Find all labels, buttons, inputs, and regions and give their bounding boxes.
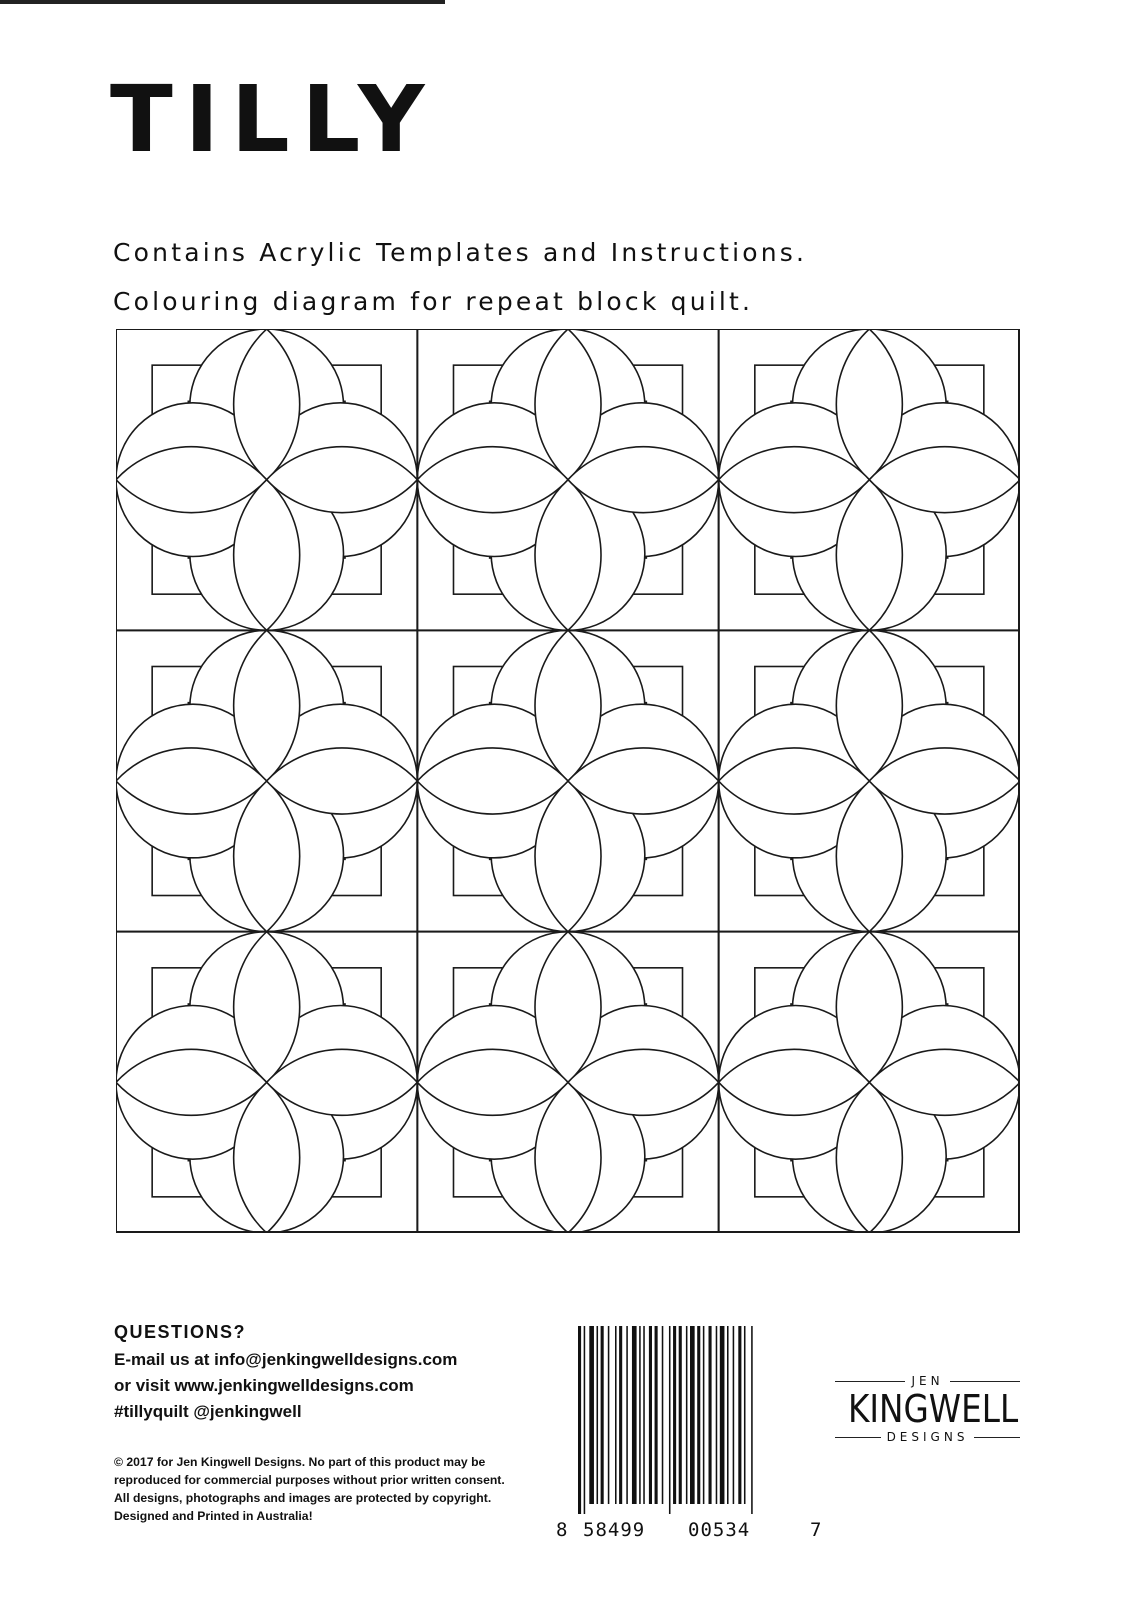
barcode-bar [632, 1326, 637, 1504]
barcode-bar [727, 1326, 729, 1504]
barcode-bar [703, 1326, 705, 1504]
email-line[interactable]: E-mail us at info@jenkingwelldesigns.com [114, 1350, 458, 1369]
quilt-block [116, 329, 417, 630]
jen-kingwell-logo [835, 1374, 1020, 1444]
barcode-bar [643, 1326, 645, 1504]
barcode-bar [709, 1326, 712, 1504]
barcode-bar [597, 1326, 599, 1504]
subtitle-contents: Contains Acrylic Templates and Instructions. [113, 238, 808, 267]
barcode-bar [655, 1326, 658, 1504]
quilt-block [719, 630, 1020, 931]
logo-bottom-text: DESIGNS [886, 1430, 969, 1444]
barcode-bar [584, 1326, 586, 1514]
copyright-notice [114, 1453, 534, 1525]
top-edge-line [0, 0, 445, 4]
barcode-bar [733, 1326, 735, 1504]
legal-line: Designed and Printed in Australia! [114, 1509, 313, 1523]
barcode-bar [690, 1326, 695, 1504]
social-line: #tillyquilt @jenkingwell [114, 1402, 302, 1421]
barcode-bar [578, 1326, 581, 1514]
barcode-bar [720, 1326, 725, 1504]
questions-section [114, 1322, 457, 1425]
barcode-bar [697, 1326, 700, 1504]
barcode-group-right: 00534 [688, 1519, 751, 1541]
legal-line: All designs, photographs and images are protected by copyright. [114, 1491, 492, 1505]
barcode [556, 1326, 806, 1514]
subtitle-colouring: Colouring diagram for repeat block quilt. [113, 287, 754, 316]
legal-line: reproduced for commercial purposes without prior written consent. [114, 1473, 505, 1487]
barcode-bar [738, 1326, 741, 1504]
barcode-digit-first: 8 [556, 1519, 569, 1541]
barcode-bar [673, 1326, 676, 1504]
legal-line: © 2017 for Jen Kingwell Designs. No part of this product may be [114, 1455, 486, 1469]
quilt-colouring-diagram [116, 329, 1020, 1233]
quilt-block [116, 932, 417, 1233]
barcode-bar [639, 1326, 641, 1504]
page-title: TILLY [110, 66, 437, 173]
quilt-block [417, 329, 718, 630]
quilt-block [116, 630, 417, 931]
barcode-bar [615, 1326, 617, 1504]
barcode-bar [751, 1326, 753, 1514]
quilt-block [417, 932, 718, 1233]
quilt-block [719, 329, 1020, 630]
barcode-digit-last: 7 [810, 1519, 823, 1541]
quilt-block [719, 932, 1020, 1233]
barcode-bar [669, 1326, 671, 1514]
logo-top-text: JEN [911, 1374, 944, 1388]
barcode-bar [601, 1326, 604, 1504]
website-line[interactable]: or visit www.jenkingwelldesigns.com [114, 1376, 414, 1395]
barcode-bar [619, 1326, 622, 1504]
barcode-bar [716, 1326, 718, 1504]
barcode-bar [649, 1326, 652, 1504]
barcode-group-left: 58499 [583, 1519, 646, 1541]
quilt-block [417, 630, 718, 931]
barcode-bar [608, 1326, 610, 1504]
barcode-bar [744, 1326, 746, 1504]
barcode-bar [626, 1326, 628, 1504]
barcode-bar [662, 1326, 664, 1504]
barcode-bar [686, 1326, 688, 1504]
quilt-block-grid [116, 329, 1020, 1233]
barcode-bar [589, 1326, 594, 1504]
logo-main-text: KINGWELL [847, 1387, 1019, 1431]
questions-heading: QUESTIONS? [114, 1322, 247, 1342]
barcode-bar [679, 1326, 682, 1504]
